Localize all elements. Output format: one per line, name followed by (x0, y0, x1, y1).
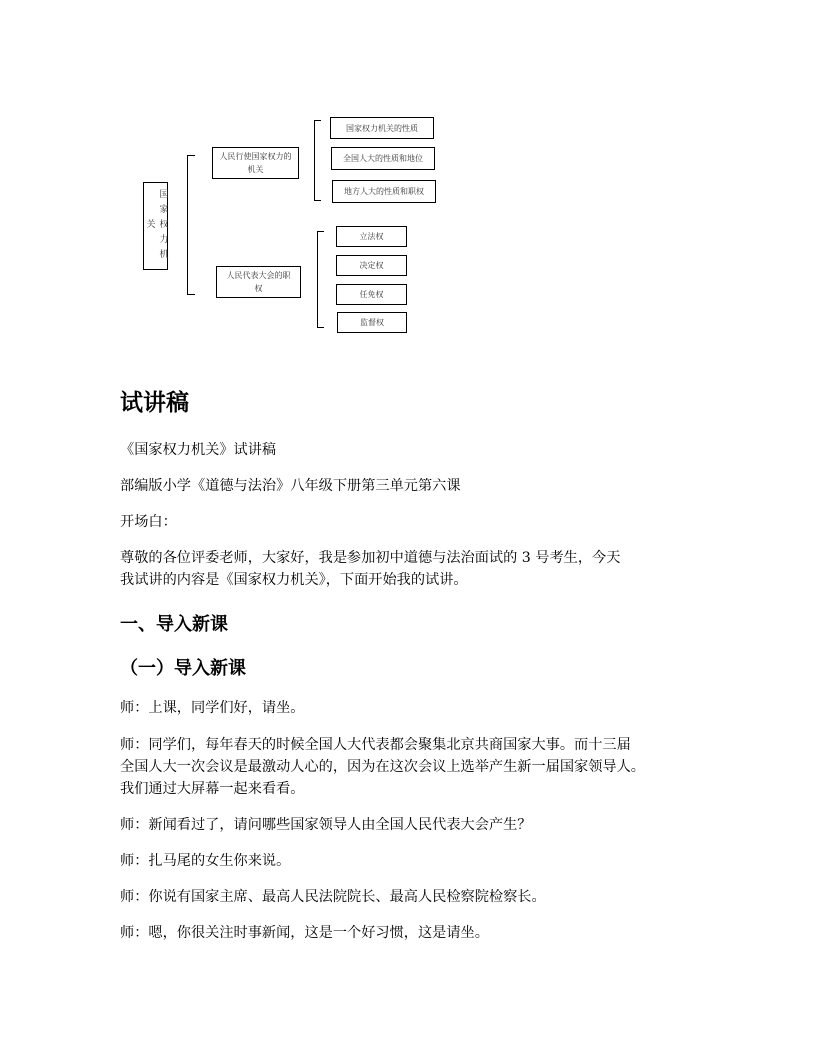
diagram-branch-b-label: 人民代表大会的职权 (226, 271, 291, 293)
opening-line-1: 尊敬的各位评委老师，大家好，我是参加初中道德与法治面试的 3 号考生，今天 (120, 550, 621, 566)
diagram-branch-a-item: 全国人大的性质和地位 (331, 147, 435, 170)
diagram-branch-a-label: 人民行使国家权力的机关 (219, 152, 292, 174)
paragraph-1: 师：上课，同学们好，请坐。 (120, 700, 305, 716)
paragraph-2-line-1: 师：同学们，每年春天的时候全国人大代表都会聚集北京共商国家大事。而十三届 (120, 737, 631, 753)
opening-label: 开场白： (120, 514, 177, 530)
diagram-branch-b-item: 任免权 (336, 284, 407, 305)
concept-map-diagram (0, 0, 816, 345)
diagram-root-box (143, 182, 168, 270)
branch-b-bracket (317, 231, 324, 328)
diagram-branch-a-item: 国家权力机关的性质 (330, 117, 434, 139)
diagram-branch-b-item: 决定权 (336, 255, 407, 276)
section-heading-1: 一、导入新课 (120, 614, 228, 635)
paragraph-3: 师：新闻看过了，请问哪些国家领导人由全国人民代表大会产生？ (120, 817, 532, 833)
course-info: 部编版小学《道德与法治》八年级下册第三单元第六课 (120, 478, 461, 494)
diagram-branch-a-box (212, 147, 299, 179)
diagram-root-label: 国家权力机关 (144, 188, 168, 264)
subsection-heading-1-1: （一）导入新课 (120, 658, 246, 679)
subtitle: 《国家权力机关》试讲稿 (120, 442, 277, 458)
paragraph-2-line-3: 我们通过大屏幕一起来看看。 (120, 781, 305, 797)
paragraph-6: 师：嗯，你很关注时事新闻，这是一个好习惯，这是请坐。 (120, 925, 489, 941)
branch-a-bracket (314, 120, 321, 201)
diagram-branch-b-item: 监督权 (337, 312, 407, 333)
document-title: 试讲稿 (120, 390, 189, 416)
root-bracket (187, 155, 195, 295)
paragraph-2-line-2: 全国人大一次会议是最激动人心的，因为在这次会议上选举产生新一届国家领导人。 (120, 759, 645, 775)
diagram-branch-b-box (216, 266, 301, 298)
paragraph-4: 师：扎马尾的女生你来说。 (120, 853, 291, 869)
diagram-branch-a-item: 地方人大的性质和职权 (332, 180, 436, 203)
paragraph-5: 师：你说有国家主席、最高人民法院院长、最高人民检察院检察长。 (120, 889, 546, 905)
diagram-branch-b-item: 立法权 (336, 226, 407, 247)
opening-line-2: 我试讲的内容是《国家权力机关》，下面开始我的试讲。 (120, 572, 468, 588)
